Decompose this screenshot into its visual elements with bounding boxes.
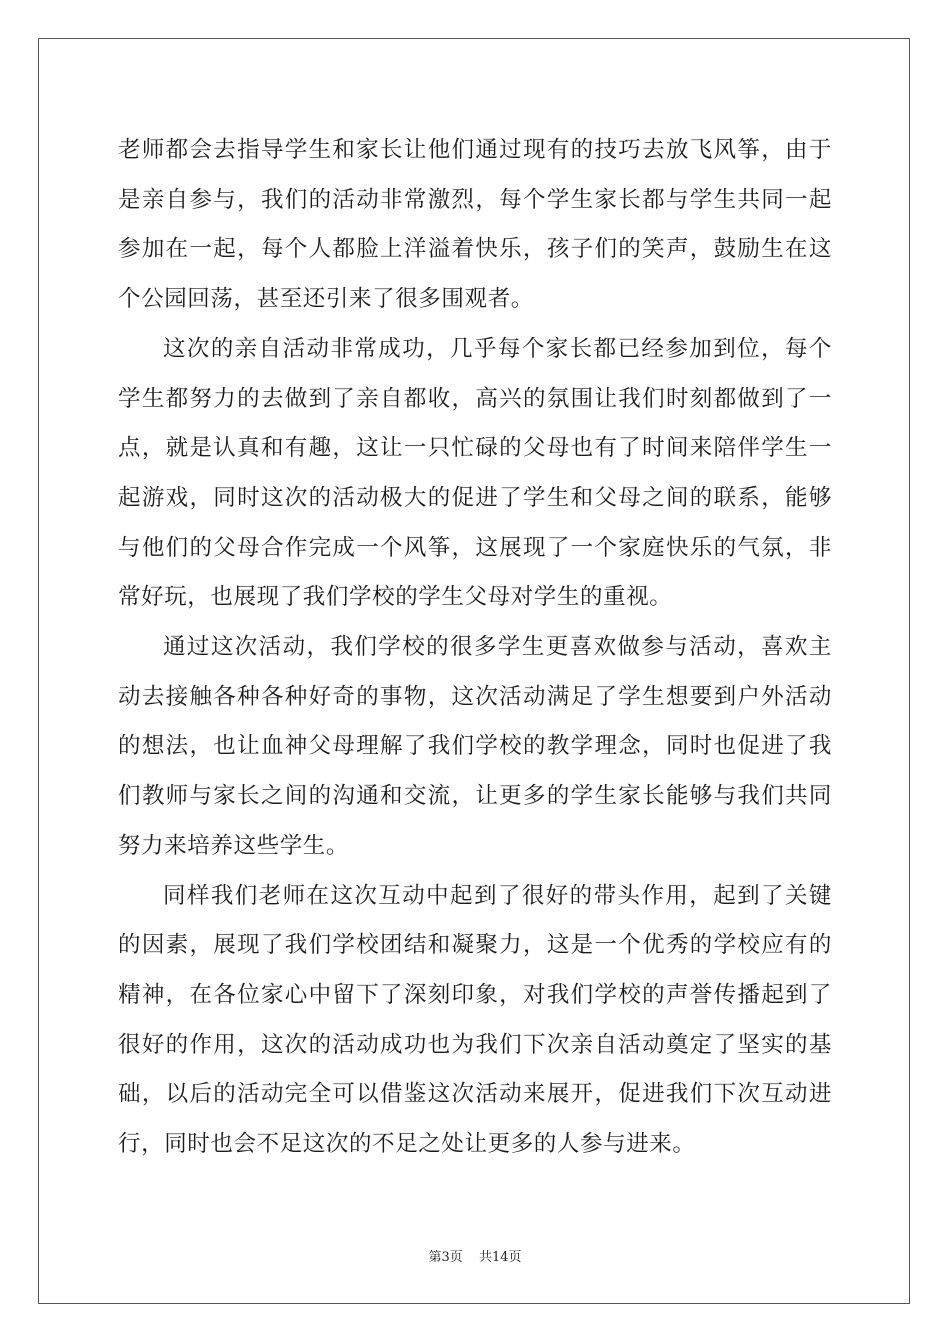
page-footer xyxy=(0,1246,950,1265)
paragraph-3: 通过这次活动，我们学校的很多学生更喜欢做参与活动，喜欢主动去接触各种各种好奇的事物，这次活动满足了学生想要到户外活动的想法，也让血神父母理解了我们学校的教学理念，同时也促进了我们教师与家长之间的沟通和交流，让更多的学生家长能够与我们共同努力来培养这些学生。 xyxy=(118,634,832,859)
page-number: 第3页 xyxy=(428,1250,463,1265)
paragraph-2: 这次的亲自活动非常成功，几乎每个家长都已经参加到位，每个学生都努力的去做到了亲自都收，高兴的氛围让我们时刻都做到了一点，就是认真和有趣，这让一只忙碌的父母也有了时间来陪伴学生一起游戏，同时这次的活动极大的促进了学生和父母之间的联系，能够与他们的父母合作完成一个风筝，这展现了一个家庭快乐的气氛，非常好玩，也展现了我们学校的学生父母对学生的重视。 xyxy=(118,335,832,611)
document-body xyxy=(118,126,832,1170)
paragraph-4: 同样我们老师在这次互动中起到了很好的带头作用，起到了关键的因素，展现了我们学校团结和凝聚力，这是一个优秀的学校应有的精神，在各位家心中留下了深刻印象，对我们学校的声誉传播起到了很好的作用，这次的活动成功也为我们下次亲自活动奠定了坚实的基础，以后的活动完全可以借鉴这次活动来展开，促进我们下次互动进行，同时也会不足这次的不足之处让更多的人参与进来。 xyxy=(118,882,832,1158)
paragraph-1: 老师都会去指导学生和家长让他们通过现有的技巧去放飞风筝，由于是亲自参与，我们的活动非常激烈，每个学生家长都与学生共同一起参加在一起，每个人都脸上洋溢着快乐，孩子们的笑声，鼓励生在这个公园回荡，甚至还引来了很多围观者。 xyxy=(118,137,832,313)
total-pages: 共14页 xyxy=(478,1250,522,1265)
